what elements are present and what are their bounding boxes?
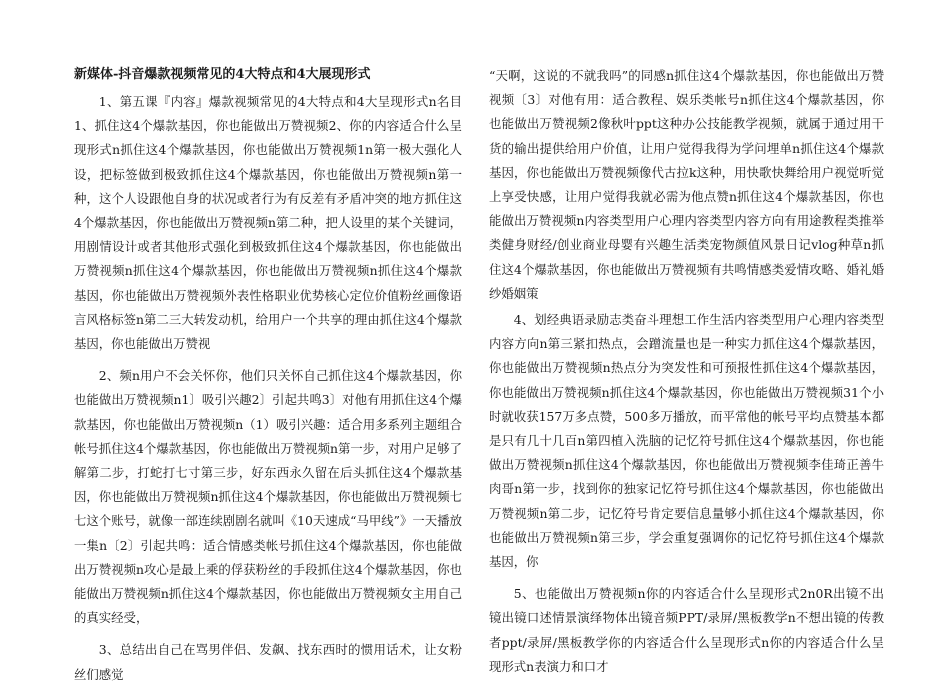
paragraph-3: 3、总结出自己在骂男伴侣、发飙、找东西时的惯用话术，让女粉丝们感觉: [74, 642, 462, 682]
paragraph-5: 5、也能做出万赞视频n你的内容适合什么呈现形式2n0R出镜不出镜出镜口述情景演绎物体出镜音频PPT/录屏/黑板教学n不想出镜的传教者ppt/录屏/黑板教学你的内容适合什么呈现形式n你的内容适合什么呈现形式n表演力和口才: [489, 586, 884, 674]
document-title: 新媒体-抖音爆款视频常见的4大特点和4大展现形式: [74, 67, 371, 82]
paragraph-2: 2、频n用户不会关怀你，他们只关怀自己抓住这4个爆款基因，你也能做出万赞视频n1〕吸引兴趣2〕引起共鸣3〕对他有用抓住这4个爆款基因，你也能做出万赞视频n（1）吸引兴趣：适合用多系列主题组合帐号抓住这4个爆款基因，你也能做出万赞视频n第一步，对用户足够了解第二步，打蛇打七寸第三步，好东西永久留在后头抓住这4个爆款基因，你也能做出万赞视频n抓住这4个爆款基因，你也能做出万赞视频七七这个账号，就像一部连续剧剧名就叫《10天速成“马甲线”》一天播放一集n〔2〕引起共鸣：适合情感类帐号抓住这4个爆款基因，你也能做出万赞视频n攻心是最上乘的俘获粉丝的手段抓住这4个爆款基因，你也能做出万赞视频n抓住这4个爆款基因，你也能做出万赞视频女主用自己的真实经受，: [74, 368, 462, 626]
left-column: [74, 64, 462, 695]
paragraph-1: 1、第五课『内容』爆款视频常见的4大特点和4大呈现形式n名目1、抓住这4个爆款基因，你也能做出万赞视频2、你的内容适合什么呈现形式n抓住这4个爆款基因，你也能做出万赞视频1n第一极大强化人设，把标签做到极致抓住这4个爆款基因，你也能做出万赞视频n第一种，这个人设跟他自身的状况或者行为有反差有矛盾冲突的地方抓住这4个爆款基因，你也能做出万赞视频n第二种，把人设里的某个关键词，用剧情设计或者其他形式强化到极致抓住这4个爆款基因，你也能做出万赞视频n抓住这4个爆款基因，你也能做出万赞视频n抓住这4个爆款基因，你也能做出万赞视频外表性格职业优势核心定位价值粉丝画像语言风格标签n第二三大转发动机，给用户一个共享的理由抓住这4个爆款基因，你也能做出万赞视: [74, 94, 462, 352]
right-column: [489, 64, 884, 687]
paragraph-4: 4、划经典语录励志类奋斗理想工作生活内容类型用户心理内容类型内容方向n第三紧扣热点，会蹭流量也是一种实力抓住这4个爆款基因，你也能做出万赞视频n热点分为突发性和可预报性抓住这4个爆款基因，你也能做出万赞视频n抓住这4个爆款基因，你也能做出万赞视频31个小时就收获157万多点赞，500多万播放，而平常他的帐号平均点赞基本都是只有几十几百n第四植入洗脑的记忆符号抓住这4个爆款基因，你也能做出万赞视频n抓住这4个爆款基因，你也能做出万赞视频李佳琦正善牛肉哥n第一步，找到你的独家记忆符号抓住这4个爆款基因，你也能做出万赞视频n第二步，记忆符号肯定要信息量够小抓住这4个爆款基因，你也能做出万赞视频n第三步，学会重复强调你的记忆符号抓住这4个爆款基因，你: [489, 312, 884, 570]
paragraph-3-continued: “天啊，这说的不就我吗”的同感n抓住这4个爆款基因，你也能做出万赞视频〔3〕对他有用：适合教程、娱乐类帐号n抓住这4个爆款基因，你也能做出万赞视频2像秋叶ppt这种办公技能教学视频，就属于通过用干货的输出提供给用户价值，让用户觉得我得为学问埋单n抓住这4个爆款基因，你也能做出万赞视频像代古拉k这种，用快歌快舞给用户视觉听觉上享受快感，让用户觉得我就必需为他点赞n抓住这4个爆款基因，你也能做出万赞视频n内容类型用户心理内容类型内容方向有用途教程类推举类健身财经/创业商业母婴有兴趣生活类宠物颜值风景日记vlog种草n抓住这4个爆款基因，你也能做出万赞视频有共鸣情感类爱情攻略、婚礼婚纱婚姻策: [489, 68, 884, 301]
